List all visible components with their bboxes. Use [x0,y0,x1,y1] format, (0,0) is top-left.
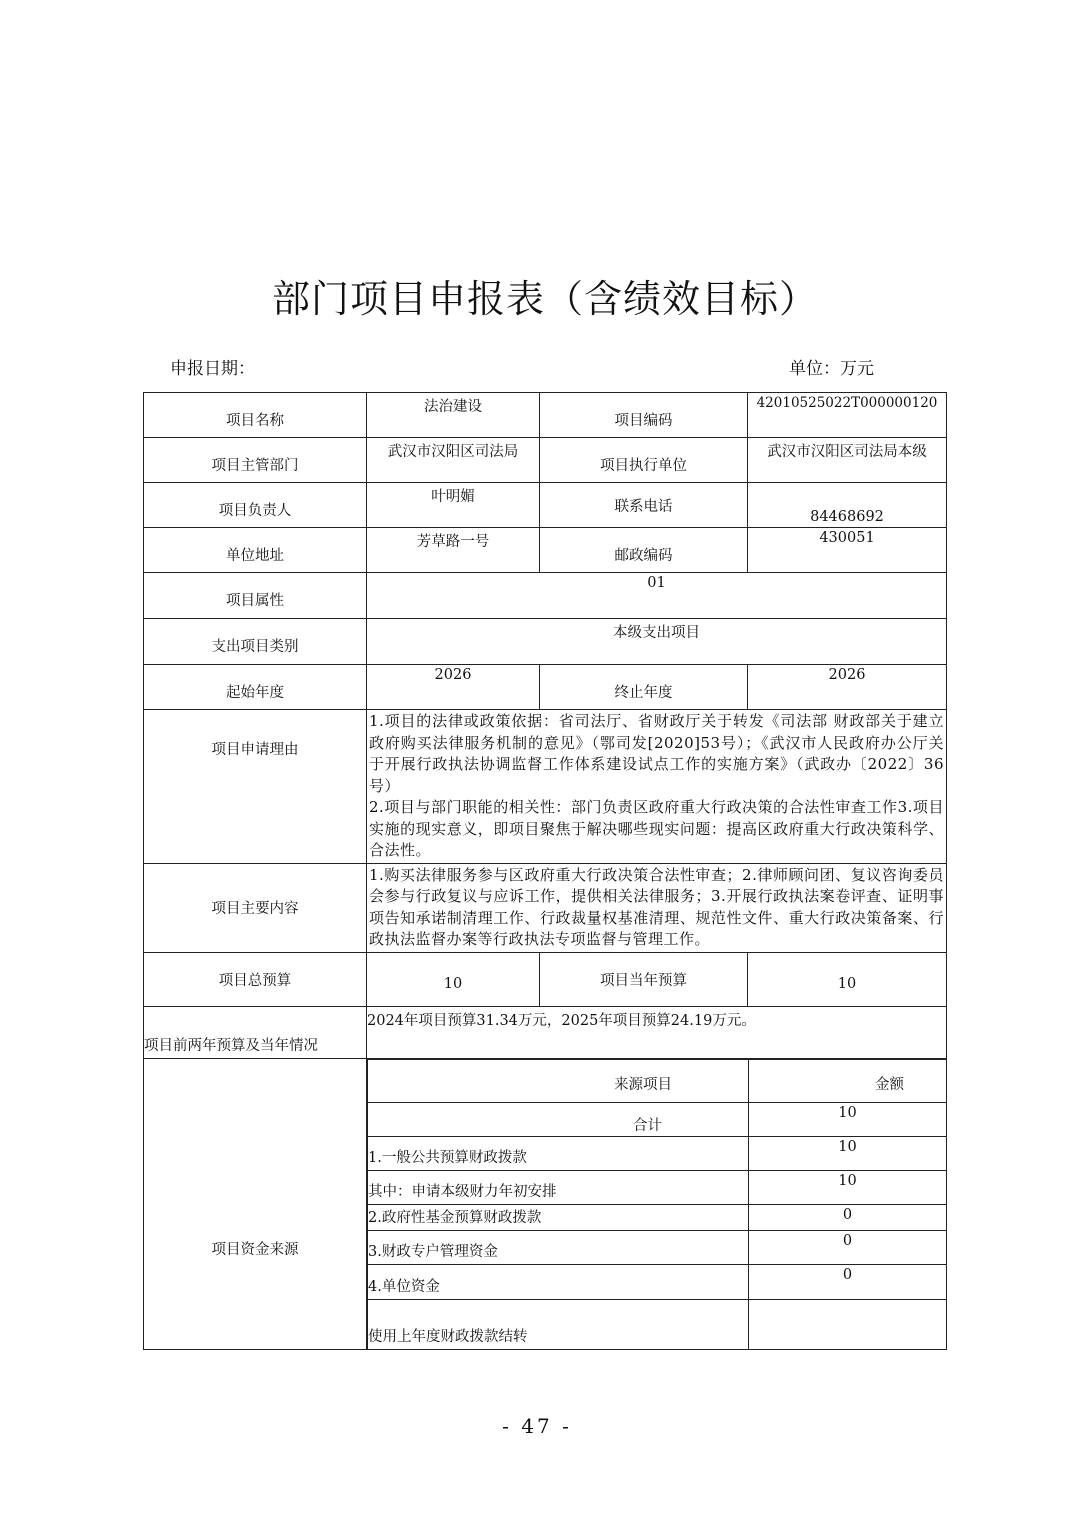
label-project-code: 项目编码 [540,393,748,438]
funding-item-amount: 0 [749,1230,947,1264]
label-funding: 项目资金来源 [144,1058,367,1350]
reason-paragraph-2: 2.项目与部门职能的相关性：部门负责区政府重大行政决策的合法性审查工作3.项目实施的现实意义，即项目聚焦于解决哪些现实问题：提高区政府重大行政决策科学、合法性。 [369,798,944,859]
value-prior-years: 2024年项目预算31.34万元，2025年项目预算24.19万元。 [367,1006,947,1058]
label-category: 支出项目类别 [144,619,367,665]
value-reason [367,710,947,864]
label-prior-years: 项目前两年预算及当年情况 [144,1006,367,1058]
label-leader: 项目负责人 [144,483,367,528]
row-attribute [144,573,947,619]
funding-item-name: 其中：申请本级财力年初安排 [368,1170,749,1204]
row-years [144,665,947,710]
label-project-name: 项目名称 [144,393,367,438]
label-reason: 项目申请理由 [144,710,367,864]
funding-row [368,1170,947,1204]
row-reason [144,710,947,864]
funding-item-amount: 10 [749,1170,947,1204]
row-budget [144,952,947,1006]
label-total-budget: 项目总预算 [144,952,367,1006]
value-total-budget: 10 [367,952,540,1006]
label-attribute: 项目属性 [144,573,367,619]
funding-item-name: 2.政府性基金预算财政拨款 [368,1204,749,1230]
label-year-budget: 项目当年预算 [540,952,748,1006]
value-start-year: 2026 [367,665,540,710]
value-year-budget: 10 [748,952,947,1006]
row-leader [144,483,947,528]
label-content: 项目主要内容 [144,863,367,952]
funding-item-amount: 10 [749,1102,947,1136]
row-prior-years [144,1006,947,1058]
value-leader: 叶明媚 [367,483,540,528]
report-date-label: 申报日期： [170,359,255,379]
label-executing-unit: 项目执行单位 [540,438,748,483]
funding-header-source: 来源项目 [368,1059,749,1102]
funding-item-name: 合计 [368,1102,749,1136]
value-project-name: 法治建设 [367,393,540,438]
funding-item-amount: 0 [749,1204,947,1230]
funding-row [368,1264,947,1299]
funding-header-amount: 金额 [749,1059,947,1102]
row-project-name [144,393,947,438]
funding-item-amount [749,1299,947,1349]
row-funding [144,1058,947,1350]
funding-item-name: 4.单位资金 [368,1264,749,1299]
reason-paragraph-1: 1.项目的法律或政策依据：省司法厅、省财政厅关于转发《司法部 财政部关于建立政府购买法律服务机制的意见》（鄂司发[2020]53号）；《武汉市人民政府办公厅关于开展行政执法协调监督工作体系建设试点工作的实施方案》（武政办〔2022〕36号） [369,712,944,795]
row-address [144,528,947,573]
funding-item-amount: 0 [749,1264,947,1299]
funding-item-name: 使用上年度财政拨款结转 [368,1299,749,1349]
value-category: 本级支出项目 [367,619,947,665]
page-number: - 47 - [502,1414,572,1438]
funding-row [368,1204,947,1230]
row-content [144,863,947,952]
funding-item-name: 3.财政专户管理资金 [368,1230,749,1264]
funding-table [367,1059,947,1350]
label-postcode: 邮政编码 [540,528,748,573]
funding-header [368,1059,947,1102]
value-executing-unit: 武汉市汉阳区司法局本级 [748,438,947,483]
label-phone: 联系电话 [540,483,748,528]
page-title: 部门项目申报表（含绩效目标） [271,277,818,321]
funding-item-name: 1.一般公共预算财政拨款 [368,1136,749,1170]
funding-row [368,1136,947,1170]
value-postcode: 430051 [748,528,947,573]
label-end-year: 终止年度 [540,665,748,710]
funding-item-amount: 10 [749,1136,947,1170]
unit-label: 单位：万元 [789,359,874,379]
funding-row [368,1299,947,1349]
value-phone: 84468692 [748,483,947,528]
value-attribute: 01 [367,573,947,619]
value-address: 芳草路一号 [367,528,540,573]
value-supervisor-dept: 武汉市汉阳区司法局 [367,438,540,483]
project-application-form [143,392,947,1350]
label-address: 单位地址 [144,528,367,573]
value-content: 1.购买法律服务参与区政府重大行政决策合法性审查；2.律师顾问团、复议咨询委员会参与行政复议与应诉工作，提供相关法律服务；3.开展行政执法案卷评查、证明事项告知承诺制清理工作、行政裁量权基准清理、规范性文件、重大行政决策备案、行政执法监督办案等行政执法专项监督与管理工作。 [367,863,947,952]
row-category [144,619,947,665]
label-supervisor-dept: 项目主管部门 [144,438,367,483]
funding-row [368,1230,947,1264]
funding-row [368,1102,947,1136]
row-dept [144,438,947,483]
value-project-code: 42010525022T000000120 [748,393,947,438]
value-end-year: 2026 [748,665,947,710]
label-start-year: 起始年度 [144,665,367,710]
